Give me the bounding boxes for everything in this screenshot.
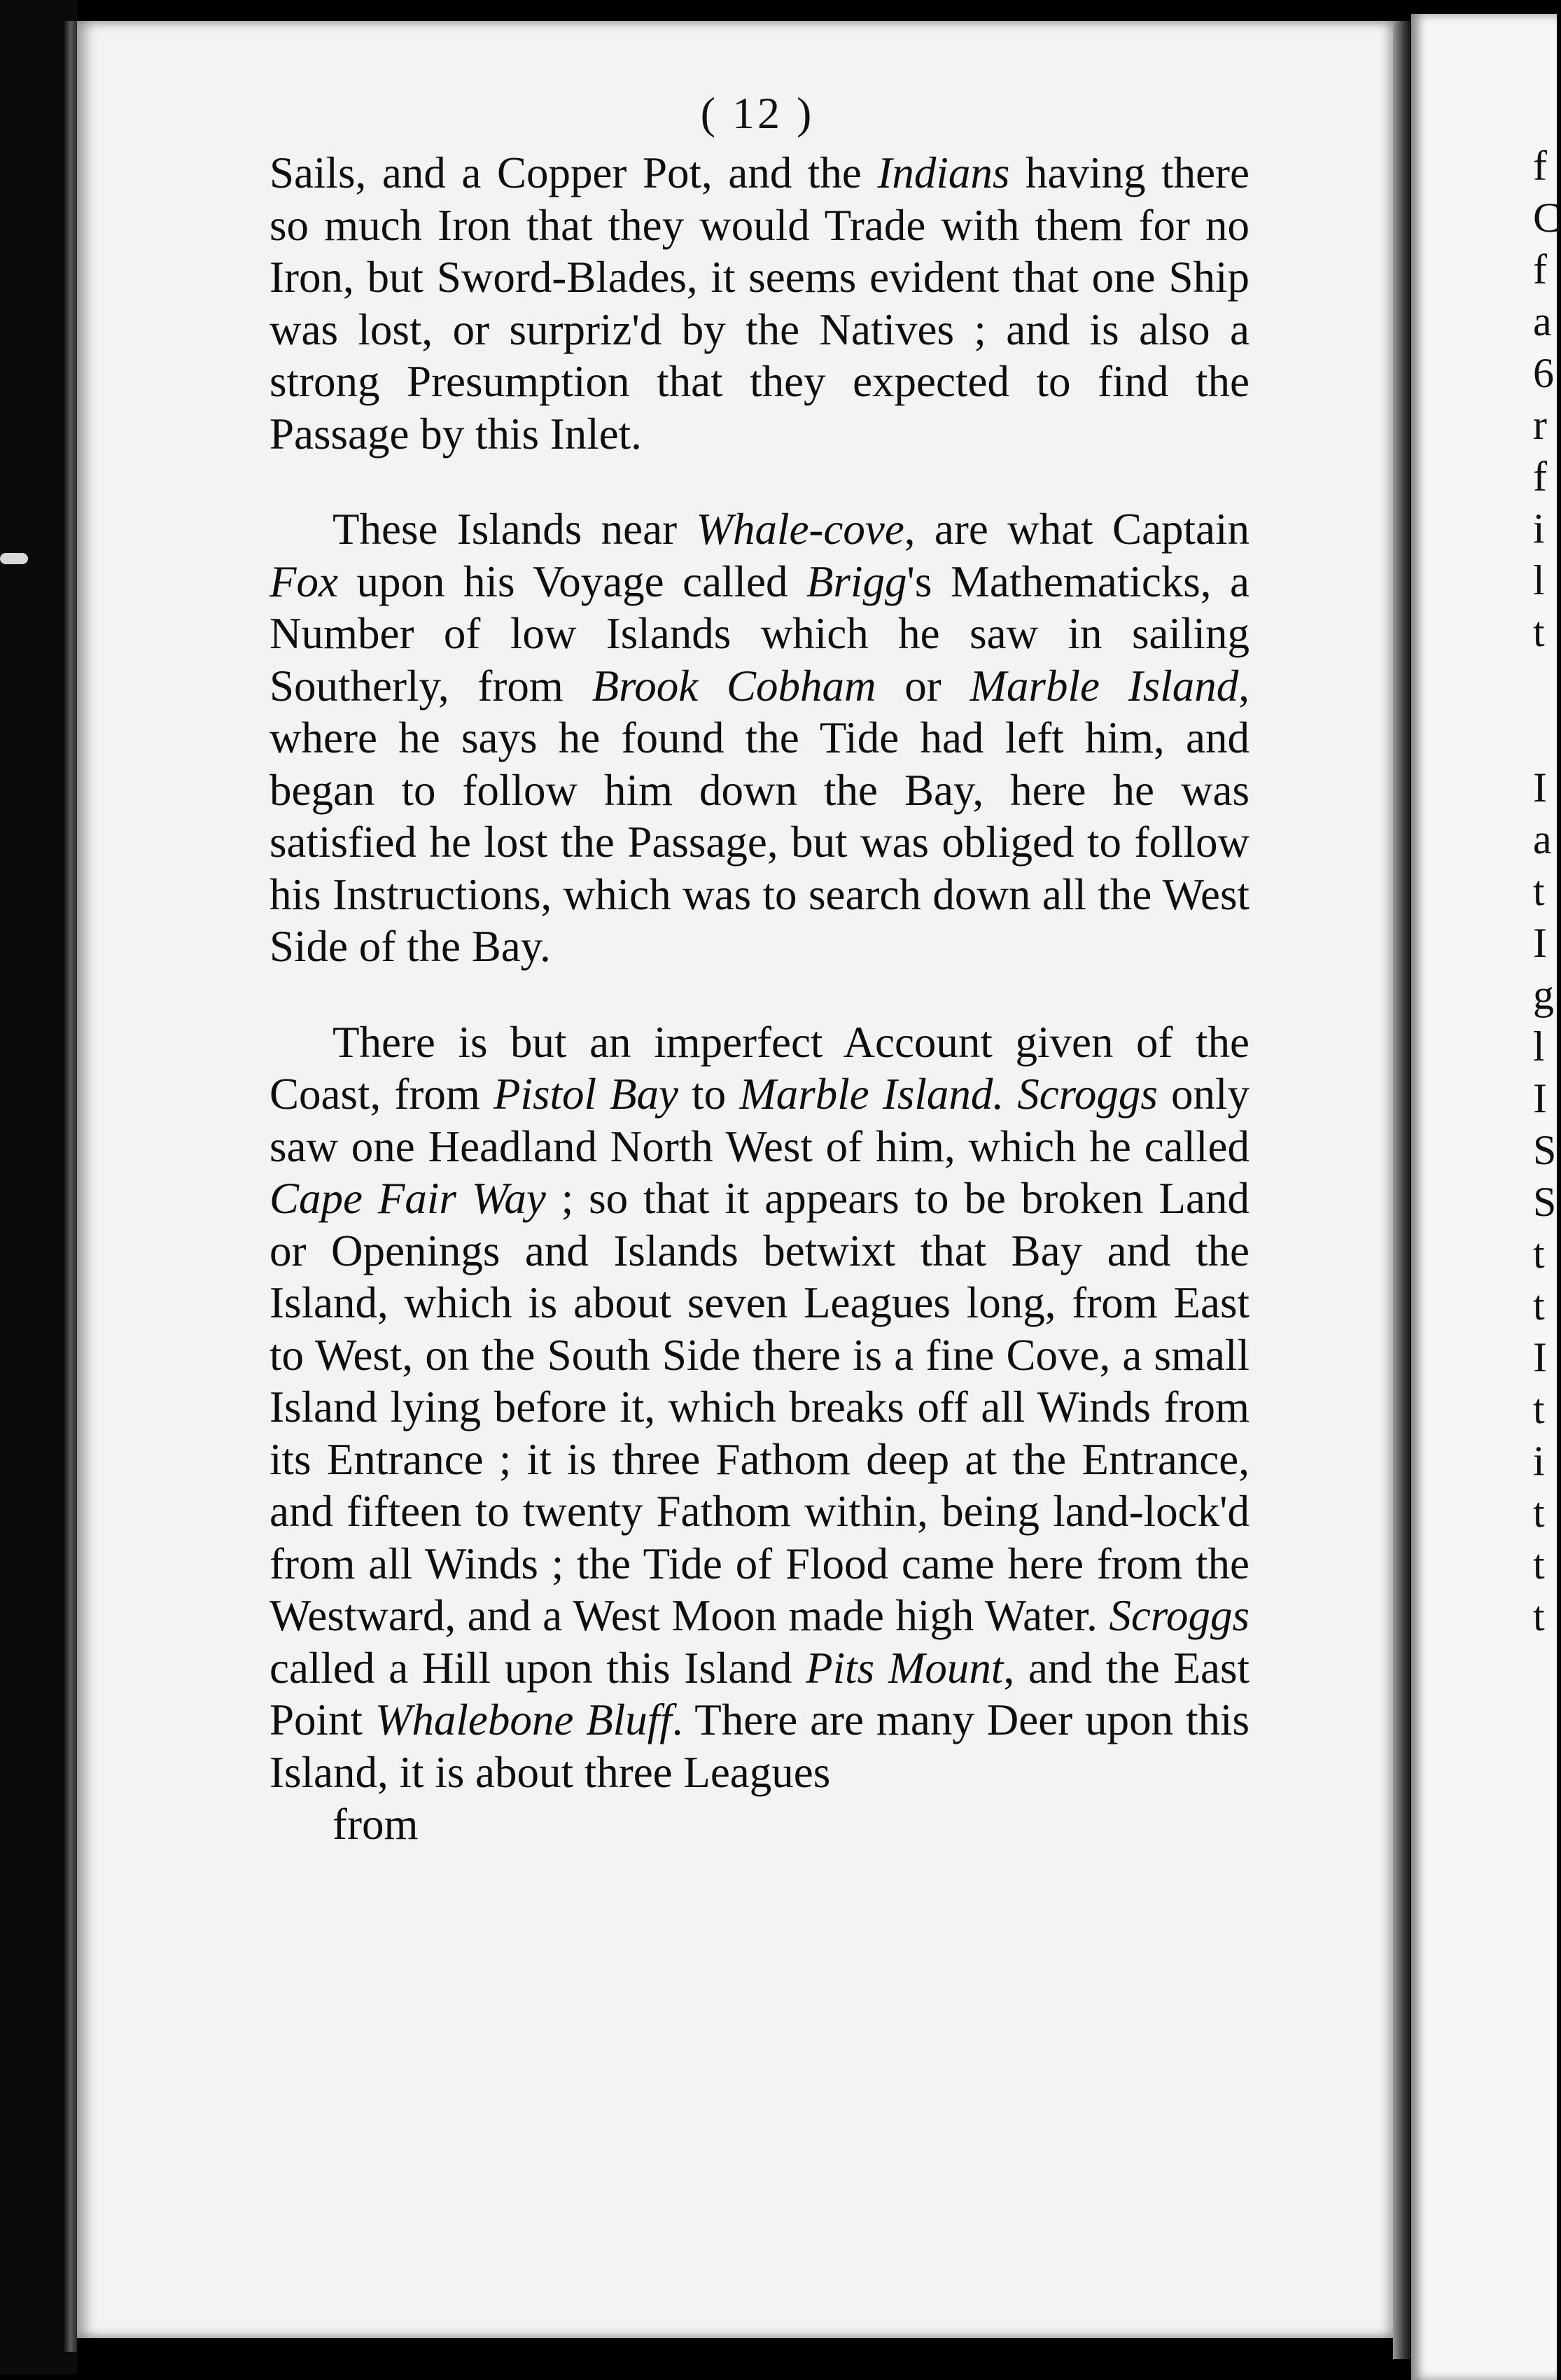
facing-page-fragment: t	[1533, 1490, 1545, 1536]
facing-page-fragment: i	[1533, 1438, 1545, 1484]
text-segment: having there so much Iron that they would Trade with them for no Iron, but Sword-Blades, it seems evident that one Ship was lost, or surpriz'd by the Natives ; and is also a strong Presumption that they expected to find the Passage by this Inlet.	[270, 148, 1250, 458]
facing-page-fragment: a	[1533, 816, 1552, 862]
facing-page-fragment: t	[1533, 1593, 1545, 1639]
text-segment: , are what Captain	[904, 505, 1250, 554]
facing-page-fragment: t	[1533, 1541, 1545, 1588]
facing-page-fragment: l	[1533, 1023, 1545, 1070]
italic-text-segment: Whalebone Bluff	[374, 1695, 672, 1744]
facing-page-fragment: 6	[1533, 350, 1554, 396]
italic-text-segment: Cape Fair Way	[270, 1174, 546, 1223]
italic-text-segment: Indians	[877, 148, 1010, 197]
facing-page-text-fragments	[1533, 140, 1561, 1642]
italic-text-segment: Fox	[270, 556, 338, 606]
text-segment: There is but an imperfect Account given of the Coast, from	[270, 1017, 1250, 1119]
facing-page-fragment: f	[1533, 143, 1547, 189]
page-edge-mark	[0, 553, 28, 564]
text-segment: 's Mathematicks, a Number of low Islands which he saw in sailing Southerly, from	[270, 556, 1250, 710]
italic-text-segment: Scroggs	[1109, 1591, 1250, 1640]
facing-page-fragment: f	[1533, 246, 1547, 293]
text-segment: These Islands near	[332, 505, 696, 554]
text-segment: upon his Voyage called	[337, 556, 807, 606]
italic-text-segment: Brook Cobham	[592, 661, 876, 710]
facing-page-fragment: i	[1533, 505, 1545, 552]
page-number: ( 12 )	[700, 88, 815, 138]
paragraph-3	[270, 1016, 1250, 1851]
facing-page-fragment: t	[1533, 1282, 1545, 1329]
text-segment: or	[876, 661, 970, 710]
italic-text-segment: Pits Mount	[806, 1643, 1004, 1693]
italic-text-segment: Marble Island.	[739, 1070, 1004, 1119]
italic-text-segment: Whale-cove	[696, 505, 904, 554]
text-segment: ; so that it appears to be broken Land or Openings and Islands betwixt that Bay and the Island, which is about seven Leagues long, from East to West, on the South Side there is a fine Cove, a small Island lying before it, which breaks off all Winds from its Entrance ; it is three Fathom deep at the Entrance, and fifteen to twenty Fathom within, being land-lock'd from all Winds ; the Tide of Flood came here from the Westward, and a West Moon made high Water.	[270, 1174, 1250, 1640]
facing-page-fragment: I	[1533, 1075, 1547, 1121]
italic-text-segment: Brigg	[806, 556, 907, 606]
facing-page-fragment	[1533, 710, 1557, 762]
paragraph-1	[270, 147, 1250, 460]
facing-page-fragment: t	[1533, 609, 1545, 655]
facing-page-fragment	[1533, 658, 1557, 710]
facing-page-fragment: l	[1533, 557, 1545, 603]
facing-page-fragment: S	[1533, 1127, 1557, 1173]
text-segment: to	[678, 1070, 740, 1119]
page-gutter-shadow	[1393, 21, 1411, 2359]
catchword: from	[332, 1800, 419, 1849]
text-segment: called a Hill upon this Island	[270, 1643, 806, 1693]
facing-page-fragment: t	[1533, 1386, 1545, 1432]
text-segment: . There are many Deer upon this Island, it is about three Leagues	[270, 1695, 1250, 1797]
facing-page-fragment: I	[1533, 764, 1547, 811]
text-segment: only saw one Headland North West of him, which he called	[270, 1070, 1250, 1171]
facing-page-fragment: S	[1533, 1179, 1557, 1225]
facing-page-fragment: a	[1533, 298, 1552, 344]
facing-page-fragment: t	[1533, 1231, 1545, 1277]
text-segment: Sails, and a Copper Pot, and the	[270, 148, 878, 197]
binding-edge	[64, 21, 77, 2352]
facing-page-fragment: I	[1533, 920, 1547, 966]
facing-page-fragment: C	[1533, 195, 1561, 241]
italic-text-segment: Pistol Bay	[493, 1070, 679, 1119]
italic-text-segment: Marble Island	[969, 661, 1239, 710]
facing-page-fragment: g	[1533, 972, 1554, 1018]
page-body-text	[270, 147, 1250, 1851]
facing-page-fragment: I	[1533, 1334, 1547, 1380]
italic-text-segment: Scroggs	[1017, 1070, 1158, 1119]
text-segment: , where he says he found the Tide had left him, and began to follow him down the Bay, here he was satisfied he lost the Passage, but was obliged to follow his Instructions, which was to search down all the West Side of the Bay.	[270, 661, 1250, 971]
facing-page-fragment: t	[1533, 868, 1545, 914]
text-segment: , and the East Point	[270, 1643, 1250, 1744]
facing-page-fragment: f	[1533, 454, 1547, 500]
text-segment	[1004, 1070, 1017, 1119]
paragraph-2	[270, 503, 1250, 973]
facing-page-fragment: r	[1533, 402, 1547, 448]
